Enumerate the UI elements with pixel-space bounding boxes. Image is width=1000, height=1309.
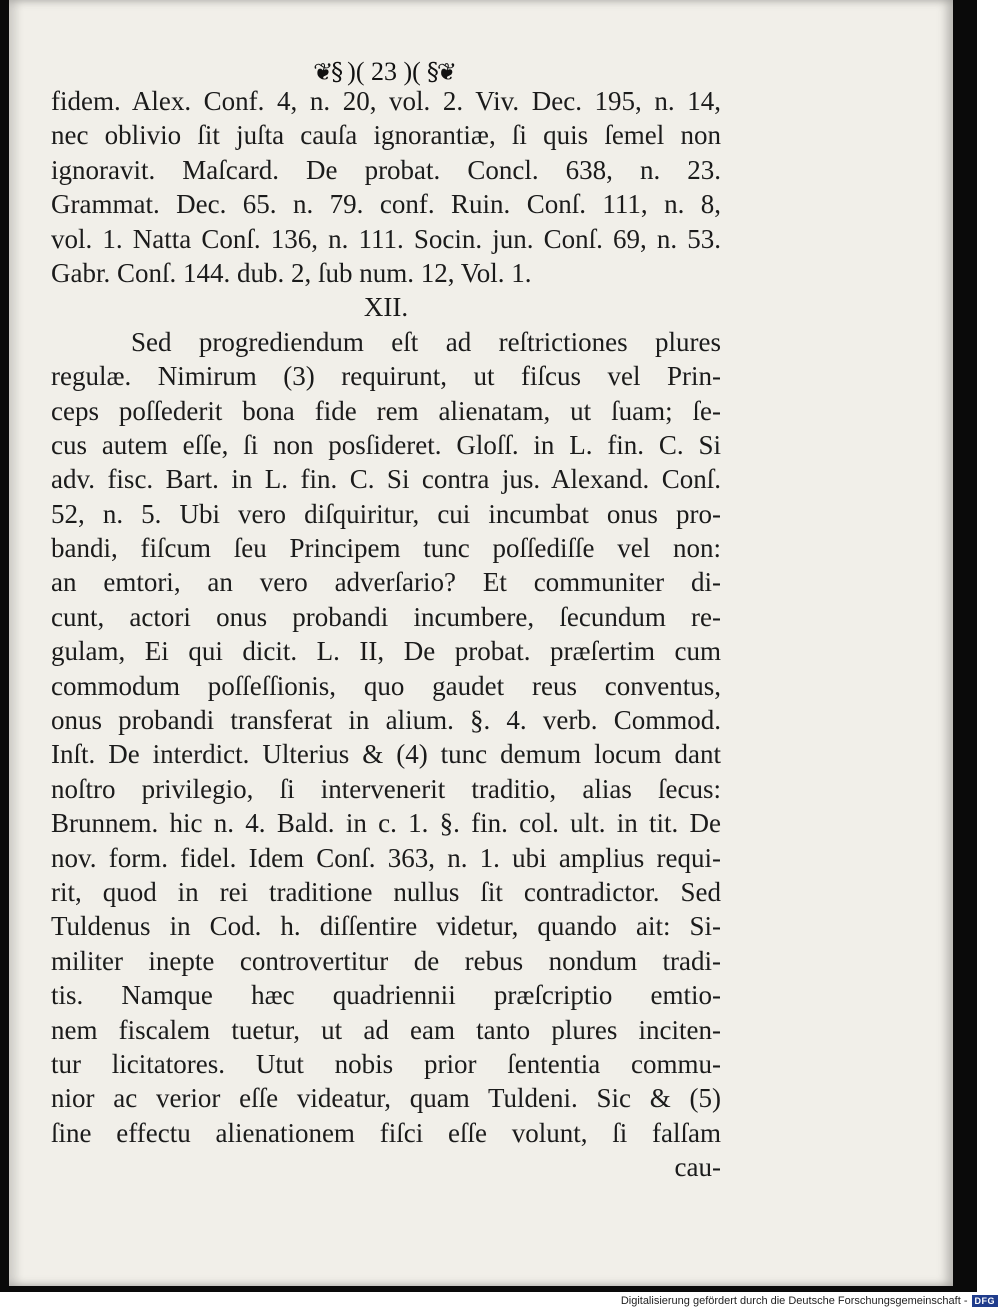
- text-line: Tuldenus in Cod. h. diſſentire videtur, quando ait: Si-: [51, 911, 721, 942]
- text-line: nec oblivio ſit juſta cauſa ignorantiæ, ſi quis ſemel non: [51, 120, 721, 151]
- text-line: nov. form. fidel. Idem Conſ. 363, n. 1. ubi amplius requi-: [51, 842, 721, 873]
- text-line: ignoravit. Maſcard. De probat. Concl. 638, n. 23.: [51, 154, 721, 185]
- text-line: commodum poſſeſſionis, quo gaudet reus conventus,: [51, 670, 721, 701]
- text-line: ceps poſſederit bona fide rem alienatam, ut ſuam; ſe-: [51, 395, 721, 426]
- text-line: fidem. Alex. Conf. 4, n. 20, vol. 2. Viv. Dec. 195, n. 14,: [51, 86, 721, 116]
- text-line: gulam, Ei qui dicit. L. II, De probat. præſertim cum: [51, 636, 721, 667]
- section-heading: XII.: [363, 292, 409, 323]
- text-line: Grammat. Dec. 65. n. 79. conf. Ruin. Conſ. 111, n. 8,: [51, 189, 721, 220]
- text-line: Gabr. Conſ. 144. dub. 2, ſub num. 12, Vol. 1.: [51, 257, 532, 288]
- text-line: bandi, fiſcum ſeu Principem tunc poſſediſſe vel non:: [51, 533, 721, 564]
- text-line: 52, n. 5. Ubi vero diſquiritur, cui incumbat onus pro-: [51, 498, 721, 529]
- ornament-right-icon: §❦: [426, 58, 455, 86]
- footer-text: Digitalisierung gefördert durch die Deutsche Forschungsgemeinschaft -: [620, 1294, 968, 1307]
- text-line: vol. 1. Natta Conſ. 136, n. 111. Socin. jun. Conſ. 69, n. 53.: [51, 223, 721, 254]
- book-page: [9, 0, 953, 1286]
- text-line: Sed progrediendum eſt ad reſtrictiones plures: [131, 326, 721, 357]
- text-line: cunt, actori onus probandi incumbere, ſecundum re-: [51, 601, 721, 632]
- dfg-logo-icon: DFG: [972, 1295, 999, 1307]
- text-line: regulæ. Nimirum (3) requirunt, ut fiſcus vel Prin-: [51, 361, 721, 392]
- text-line: Brunnem. hic n. 4. Bald. in c. 1. §. fin. col. ult. in tit. De: [51, 808, 721, 839]
- text-line: Inſt. De interdict. Ulterius & (4) tunc demum locum dant: [51, 739, 721, 770]
- ornament-left-icon: ❦§: [313, 58, 342, 86]
- catchword: cau-: [674, 1152, 721, 1183]
- text-line: an emtori, an vero adverſario? Et communiter di-: [51, 567, 721, 598]
- page-text: [51, 84, 721, 1185]
- text-line: cus autem eſſe, ſi non posſideret. Gloſſ. in L. fin. C. Si: [51, 429, 721, 460]
- page-number: )( 23 )(: [347, 57, 421, 86]
- text-line: adv. fisc. Bart. in L. fin. C. Si contra jus. Alexand. Conſ.: [51, 464, 721, 495]
- text-line: noſtro privilegio, ſi intervenerit traditio, alias ſecus:: [51, 773, 721, 804]
- text-line: militer inepte controvertitur de rebus nondum tradi-: [51, 945, 721, 976]
- text-line: nior ac verior eſſe videatur, quam Tuldeni. Sic & (5): [51, 1083, 721, 1114]
- text-line: tur licitatores. Utut nobis prior ſententia commu-: [51, 1048, 721, 1079]
- text-line: tis. Namque hæc quadriennii præſcriptio emtio-: [51, 980, 721, 1011]
- text-line: ſine effectu alienationem fiſci eſſe volunt, ſi falſam: [51, 1117, 721, 1148]
- text-line: nem fiscalem tuetur, ut ad eam tanto plures inciten-: [51, 1014, 721, 1045]
- text-line: rit, quod in rei traditione nullus ſit contradictor. Sed: [51, 876, 721, 907]
- text-line: onus probandi transferat in alium. §. 4. verb. Commod.: [51, 705, 721, 736]
- digitization-footer: [598, 1292, 1000, 1309]
